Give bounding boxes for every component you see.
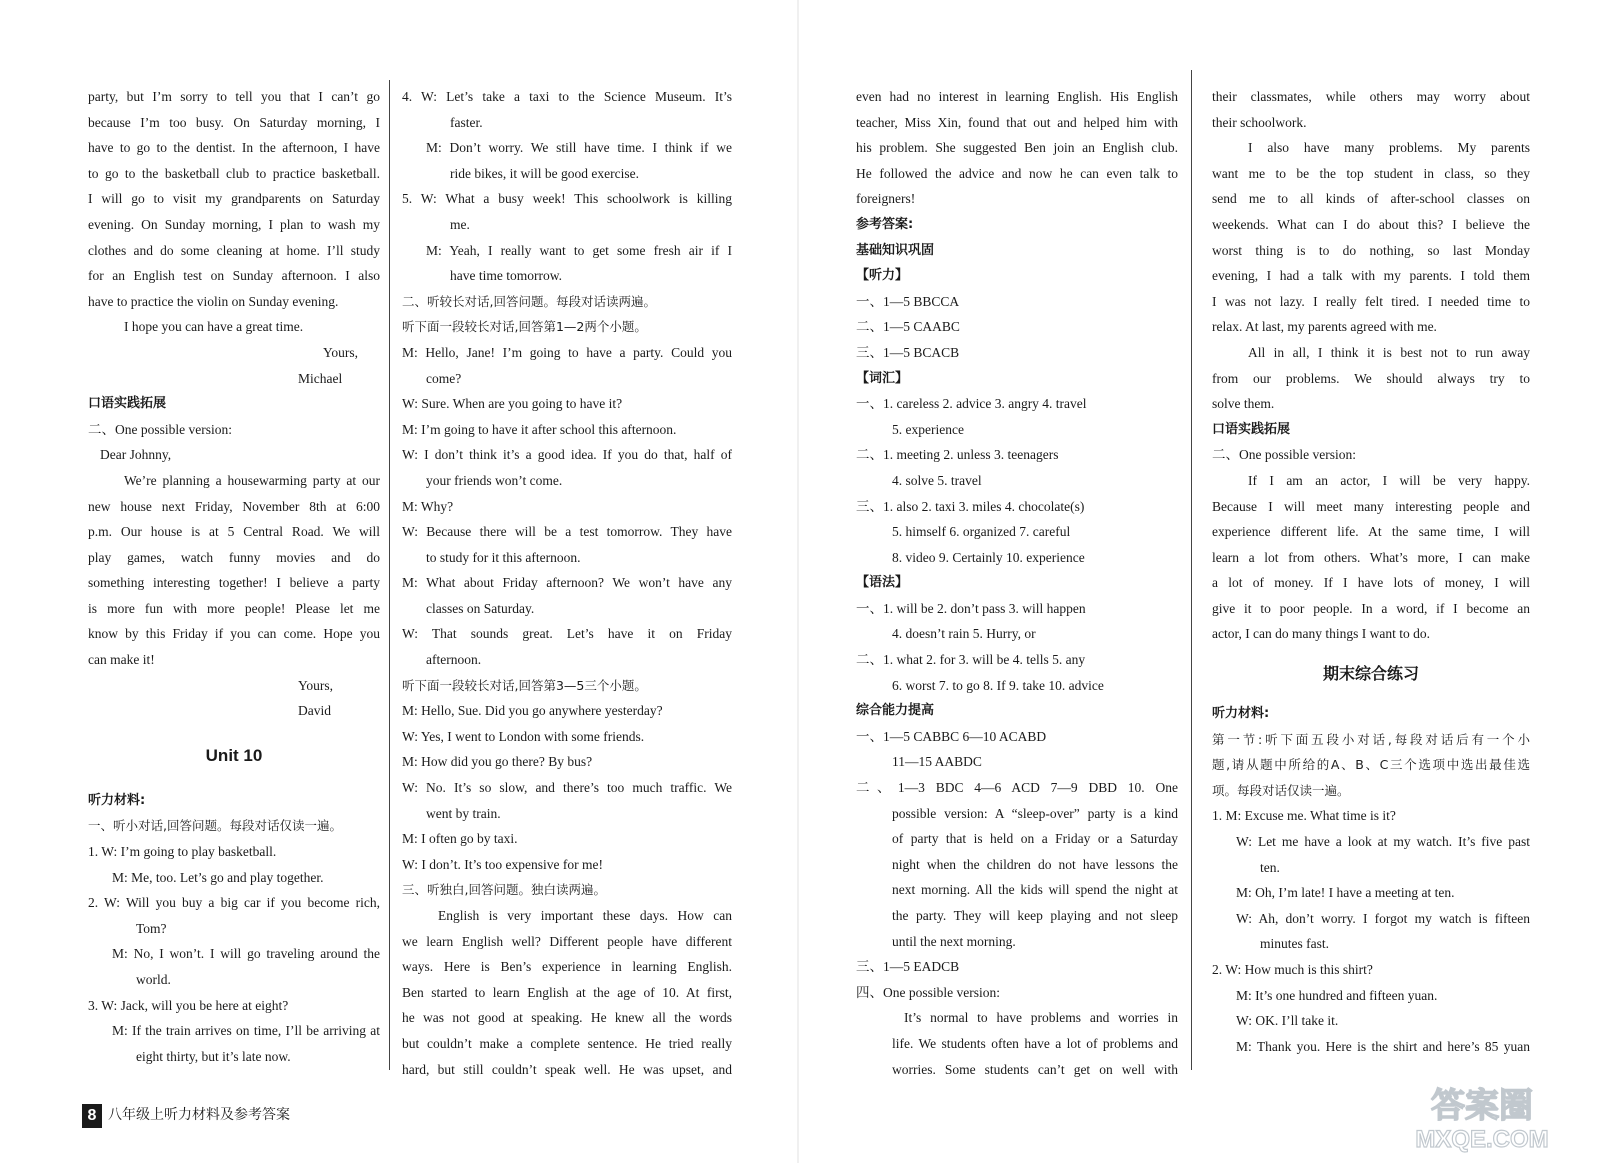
text-line: M: It’s one hundred and fifteen yuan. — [1236, 987, 1438, 1003]
text-line: solve them. — [1212, 396, 1275, 412]
text-line: 一、1—5 CABBC 6—10 ACABD — [856, 728, 1047, 744]
section-heading: 口语实践拓展 — [1212, 421, 1291, 437]
text-line: I hope you can have a great time. — [124, 319, 304, 335]
text-line: I was not lazy. I really felt tired. I needed time to — [1212, 293, 1530, 309]
text-line: because I’m too busy. On Saturday morning, I — [88, 114, 380, 130]
text-line: 6. worst 7. to go 8. If 9. take 10. advice — [892, 677, 1104, 693]
text-line: 5. W: What a busy week! This schoolwork is killing — [402, 191, 732, 207]
text-line: 二、1. meeting 2. unless 3. teenagers — [856, 447, 1059, 463]
text-line: learn a lot from others. What’s more, I can make — [1212, 549, 1530, 565]
text-line: give it to poor people. In a word, if I become an — [1212, 600, 1530, 616]
text-line: 二、One possible version: — [88, 421, 232, 437]
section-heading: 【词汇】 — [856, 370, 909, 386]
section-title: Unit 10 — [205, 745, 263, 765]
watermark-text: 答案圈 — [1431, 1086, 1533, 1126]
text-line: is more fun with more people! Please let me — [88, 600, 380, 616]
text-line: W: Ah, don’t worry. I forgot my watch is fifteen — [1236, 910, 1530, 926]
text-line: 2. W: How much is this shirt? — [1212, 962, 1373, 977]
text-line: weekends. What can I do about this? I believe the — [1212, 216, 1530, 232]
text-line: W: I don’t. It’s too expensive for me! — [402, 856, 603, 872]
footer-title: 八年级上听力材料及参考答案 — [108, 1107, 290, 1124]
page-footer — [82, 1103, 290, 1129]
text-line: minutes fast. — [1260, 936, 1329, 952]
text-line: Yours, — [298, 677, 334, 693]
text-line: All in all, I think it is best not to run away — [1248, 344, 1530, 360]
text-line: but couldn’t make a complete sentence. He tried really — [402, 1035, 732, 1051]
text-line: Tom? — [136, 920, 167, 936]
text-line: 一、1. careless 2. advice 3. angry 4. travel — [856, 396, 1087, 412]
text-line: possible version: A “sleep-over” party is a kind — [892, 805, 1178, 821]
text-line: for an English test on Sunday afternoon. I also — [88, 268, 380, 284]
page-gutter — [797, 0, 799, 1163]
text-line: worries. Some students can’t get on well with — [892, 1061, 1178, 1077]
text-line: eight thirty, but it’s late now. — [136, 1048, 291, 1064]
text-line: want me to be the top student in class, so they — [1212, 165, 1530, 181]
page-number: 8 — [82, 1104, 102, 1128]
text-line: even had no interest in learning English. His English — [856, 89, 1178, 104]
text-line: 一、1—5 BBCCA — [856, 293, 960, 309]
text-line: 第一节:听下面五段小对话,每段对话后有一个小 — [1212, 731, 1530, 747]
text-line: 2. W: Will you buy a big car if you become rich, — [88, 895, 380, 911]
text-line: from our problems. We should always try to — [1212, 370, 1530, 386]
text-line: Because I will meet many interesting people and — [1212, 498, 1530, 514]
text-line: 4. solve 5. travel — [892, 472, 982, 488]
text-line: M: I’m going to have it after school this afternoon. — [402, 421, 677, 437]
column-3 — [856, 84, 1178, 1082]
section-heading: 基础知识巩固 — [856, 242, 935, 258]
text-line: 二、1. what 2. for 3. will be 4. tells 5. any — [856, 652, 1086, 668]
text-line: 听下面一段较长对话,回答第3—5三个小题。 — [402, 677, 647, 693]
section-heading: 听力材料: — [1212, 706, 1270, 722]
text-line: 三、1—5 EADCB — [856, 959, 960, 975]
text-line: 四、One possible version: — [856, 984, 1000, 1000]
section-heading: 听力材料: — [88, 792, 146, 808]
text-line: He followed the advice and now he can even talk to — [856, 165, 1178, 181]
text-line: relax. At last, my parents agreed with me. — [1212, 319, 1437, 335]
text-line: we learn English well? Different people have different — [402, 933, 732, 949]
section-heading: 综合能力提高 — [856, 703, 935, 719]
text-line: 一、1. will be 2. don’t pass 3. will happen — [856, 600, 1086, 616]
text-line: his problem. She suggested Ben join an English club. — [856, 140, 1178, 156]
text-line: M: Me, too. Let’s go and play together. — [112, 869, 324, 885]
text-line: evening. On Sunday morning, I plan to wash my — [88, 216, 380, 232]
text-line: M: Thank you. Here is the shirt and here’s 85 yuan — [1236, 1038, 1530, 1054]
text-line: I also have many problems. My parents — [1248, 140, 1530, 156]
column-2 — [402, 84, 732, 1082]
text-line: 三、1—5 BCACB — [856, 344, 960, 360]
text-line: 4. doesn’t rain 5. Hurry, or — [892, 626, 1036, 642]
text-line: W: Let me have a look at my watch. It’s five past — [1236, 834, 1530, 850]
text-line: David — [298, 703, 331, 719]
text-line: a lot of money. If I have lots of money, I will — [1212, 575, 1530, 591]
text-line: M: Why? — [402, 498, 454, 514]
text-line: M: Don’t worry. We still have time. I think if we — [426, 140, 732, 156]
text-line: English is very important these days. How can — [438, 908, 732, 923]
column-1 — [88, 84, 380, 1069]
text-line: M: No, I won’t. I will go traveling around the — [112, 946, 380, 962]
text-line: M: What about Friday afternoon? We won’t have any — [402, 575, 732, 591]
text-line: M: How did you go there? By bus? — [402, 754, 593, 770]
text-line: 二、1—3 BDC 4—6 ACD 7—9 DBD 10. One — [856, 780, 1178, 796]
text-line: 11—15 AABDC — [892, 754, 982, 770]
text-line: W: Sure. When are you going to have it? — [402, 396, 623, 412]
text-line: send me to all kinds of after-school classes on — [1212, 191, 1530, 207]
text-line: 1. M: Excuse me. What time is it? — [1212, 808, 1396, 824]
text-line: hard, but still couldn’t speak well. He was upset, and — [402, 1061, 732, 1077]
text-line: new house next Friday, November 8th at 6:00 — [88, 498, 380, 514]
text-line: W: OK. I’ll take it. — [1236, 1013, 1339, 1029]
text-line: foreigners! — [856, 191, 916, 207]
text-line: ride bikes, it will be good exercise. — [450, 165, 639, 181]
text-line: W: Yes, I went to London with some friends. — [402, 728, 645, 744]
text-line: M: Hello, Sue. Did you go anywhere yesterday? — [402, 703, 663, 719]
text-line: clothes and do some cleaning at home. I’ll study — [88, 242, 380, 258]
text-line: p.m. Our house is at 5 Central Road. We will — [88, 524, 380, 540]
text-line: W: I don’t think it’s a good idea. If you do that, half of — [402, 447, 732, 463]
text-line: 三、听独白,回答问题。独白读两遍。 — [402, 882, 606, 898]
text-line: M: Hello, Jane! I’m going to have a party. Could you — [402, 344, 732, 360]
column-divider-right — [1191, 70, 1192, 1070]
text-line: your friends won’t come. — [426, 472, 563, 488]
text-line: party, but I’m sorry to tell you that I can’t go — [88, 89, 380, 104]
text-line: he was not good at speaking. He knew all the words — [402, 1010, 732, 1026]
text-line: M: Yeah, I really want to get some fresh air if I — [426, 242, 732, 258]
text-line: actor, I can do many things I want to do. — [1212, 626, 1431, 642]
text-line: 二、听较长对话,回答问题。每段对话读两遍。 — [402, 293, 656, 309]
text-line: can make it! — [88, 652, 155, 668]
text-line: to study for it this afternoon. — [426, 549, 581, 565]
text-line: Ben started to learn English at the age of 10. At first, — [402, 984, 732, 1000]
watermark-logo — [1395, 1075, 1570, 1155]
text-line: It’s normal to have problems and worries in — [904, 1010, 1178, 1026]
text-line: me. — [450, 216, 470, 232]
watermark-subtext: MXQE.COM — [1415, 1126, 1549, 1153]
section-heading: 参考答案: — [856, 216, 914, 232]
text-line: 听下面一段较长对话,回答第1—2两个小题。 — [402, 319, 647, 335]
text-line: the party. They will keep playing and not sleep — [892, 908, 1178, 923]
text-line: W: Because there will be a test tomorrow. They have — [402, 524, 732, 540]
text-line: W: No. It’s so slow, and there’s too much traffic. We — [402, 780, 732, 796]
text-line: Yours, — [323, 344, 359, 360]
section-title: 期末综合练习 — [1322, 664, 1419, 684]
column-4 — [1212, 84, 1530, 1059]
text-line: have to go to the dentist. In the afternoon, I have — [88, 140, 380, 156]
text-line: know by this Friday if you can come. Hope you — [88, 626, 380, 642]
text-line: M: If the train arrives on time, I’ll be arriving at — [112, 1023, 380, 1039]
section-heading: 【听力】 — [856, 268, 909, 284]
text-line: 1. W: I’m going to play basketball. — [88, 844, 277, 860]
text-line: something interesting together! I believe a party — [88, 575, 380, 591]
text-line: ten. — [1260, 859, 1280, 875]
text-line: their schoolwork. — [1212, 114, 1307, 130]
text-line: 一、听小对话,回答问题。每段对话仅读一遍。 — [88, 818, 342, 834]
text-line: teacher, Miss Xin, found that out and helped him with — [856, 114, 1178, 130]
text-line: life. We students often have a lot of problems and — [892, 1035, 1178, 1051]
text-line: classes on Saturday. — [426, 600, 535, 616]
text-line: have to practice the violin on Sunday evening. — [88, 293, 339, 309]
text-line: 3. W: Jack, will you be here at eight? — [88, 997, 289, 1013]
text-line: went by train. — [426, 805, 501, 821]
text-line: If I am an actor, I will be very happy. — [1248, 472, 1530, 488]
text-line: 8. video 9. Certainly 10. experience — [892, 549, 1085, 565]
text-line: of party that is held on a Friday or a Saturday — [892, 831, 1178, 847]
text-line: 5. experience — [892, 421, 964, 437]
text-line: next morning. All the kids will spend the night at — [892, 882, 1178, 898]
section-heading: 口语实践拓展 — [88, 396, 167, 412]
text-line: play games, watch funny movies and do — [88, 549, 380, 565]
text-line: 三、1. also 2. taxi 3. miles 4. chocolate(s) — [856, 498, 1085, 514]
text-line: 项。每段对话仅读一遍。 — [1212, 782, 1350, 798]
text-line: worst thing is to do nothing, so last Monday — [1212, 242, 1530, 258]
text-line: M: Oh, I’m late! I have a meeting at ten. — [1236, 885, 1455, 901]
text-line: Dear Johnny, — [100, 447, 172, 463]
section-heading: 【语法】 — [856, 575, 909, 591]
text-line: 5. himself 6. organized 7. careful — [892, 524, 1071, 540]
text-line: have time tomorrow. — [450, 268, 562, 284]
text-line: 二、1—5 CAABC — [856, 319, 960, 335]
column-divider-left — [389, 80, 390, 1070]
text-line: until the next morning. — [892, 933, 1016, 949]
text-line: their classmates, while others may worry about — [1212, 89, 1530, 104]
text-line: evening, I had a talk with my parents. I told them — [1212, 268, 1530, 284]
text-line: W: That sounds great. Let’s have it on Friday — [402, 626, 732, 642]
text-line: night when the children do not have lessons the — [892, 856, 1178, 872]
text-line: to go to the basketball club to practice basketball. — [88, 165, 380, 181]
text-line: 题,请从题中所给的A、B、C三个选项中选出最佳选 — [1212, 757, 1530, 773]
text-line: world. — [136, 972, 171, 987]
text-line: Michael — [298, 370, 343, 386]
text-line: I will go to visit my grandparents on Saturday — [88, 191, 380, 207]
text-line: 4. W: Let’s take a taxi to the Science Museum. It’s — [402, 89, 732, 104]
text-line: We’re planning a housewarming party at our — [124, 472, 380, 488]
text-line: ways. Here is Ben’s experience in learning English. — [402, 959, 732, 975]
text-line: faster. — [450, 114, 483, 130]
text-line: afternoon. — [426, 652, 482, 668]
text-line: 二、One possible version: — [1212, 447, 1356, 463]
text-line: come? — [426, 370, 462, 386]
text-line: M: I often go by taxi. — [402, 831, 518, 847]
text-line: experience different life. At the same time, I will — [1212, 524, 1530, 540]
